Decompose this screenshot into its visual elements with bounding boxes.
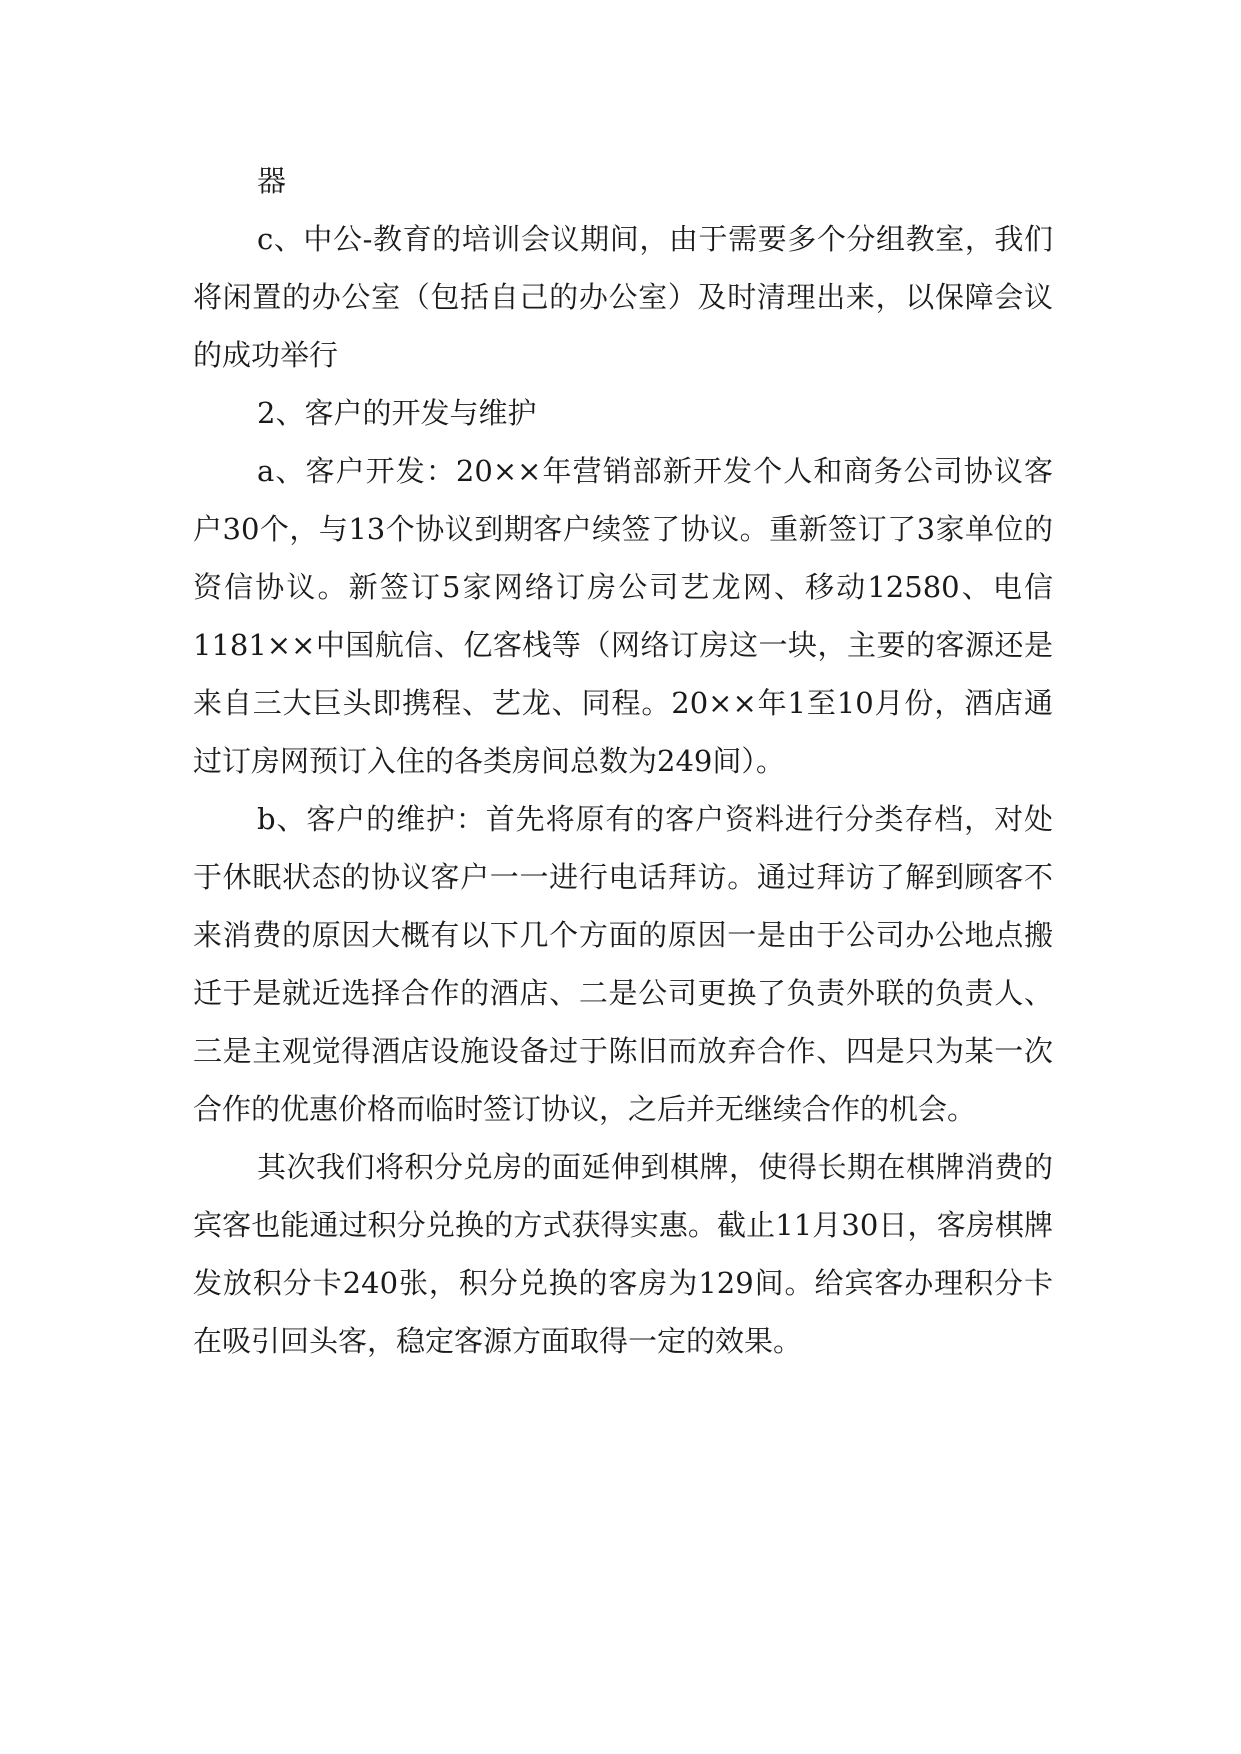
section-heading-customer-development: 2、客户的开发与维护 <box>257 396 537 430</box>
paragraph-continuation: 器 <box>257 164 287 198</box>
paragraph-points-exchange: 其次我们将积分兑房的面延伸到棋牌，使得长期在棋牌消费的宾客也能通过积分兑换的方式获得实惠。截止11月30日，客房棋牌发放积分卡240张，积分兑换的客房为129间。给宾客办理积分卡在吸引回头客，稳定客源方面取得一定的效果。 <box>193 1150 1053 1358</box>
paragraph-item-a: a、客户开发：20××年营销部新开发个人和商务公司协议客户30个，与13个协议到期客户续签了协议。重新签订了3家单位的资信协议。新签订5家网络订房公司艺龙网、移动12580、电信1181××中国航信、亿客栈等（网络订房这一块，主要的客源还是来自三大巨头即携程、艺龙、同程。20××年1至10月份，酒店通过订房网预订入住的各类房间总数为249间）。 <box>193 454 1053 778</box>
document-body <box>193 152 1053 1370</box>
paragraph-item-b: b、客户的维护：首先将原有的客户资料进行分类存档，对处于休眠状态的协议客户一一进行电话拜访。通过拜访了解到顾客不来消费的原因大概有以下几个方面的原因一是由于公司办公地点搬迁于是就近选择合作的酒店、二是公司更换了负责外联的负责人、三是主观觉得酒店设施设备过于陈旧而放弃合作、四是只为某一次合作的优惠价格而临时签订协议，之后并无继续合作的机会。 <box>193 802 1053 1126</box>
paragraph-item-c: c、中公-教育的培训会议期间，由于需要多个分组教室，我们将闲置的办公室（包括自己的办公室）及时清理出来，以保障会议的成功举行 <box>193 222 1053 372</box>
